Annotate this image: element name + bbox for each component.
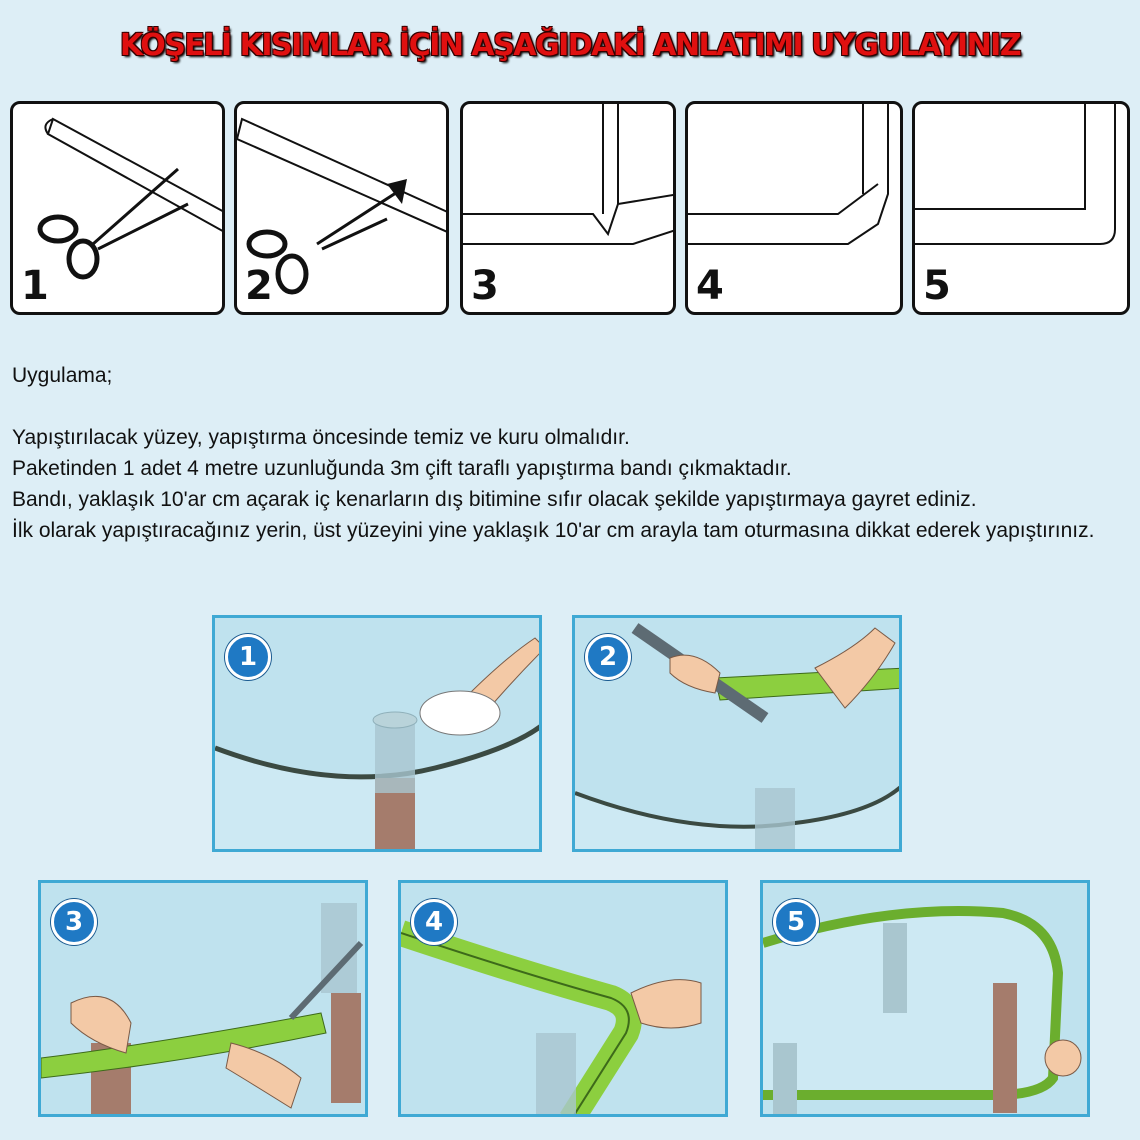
- step-number: 2: [245, 263, 273, 309]
- scene-1: [212, 615, 542, 852]
- cut-step-4: [685, 101, 903, 315]
- step-badge: 5: [773, 899, 819, 945]
- cut-step-2: [234, 101, 449, 315]
- step-badge: 3: [51, 899, 97, 945]
- instruction-line: İlk olarak yapıştıracağınız yerin, üst yüzeyini yine yaklaşık 10'ar cm arayla tam oturmasına dikkat ederek yapıştırınız.: [12, 519, 1095, 542]
- cut-step-1: [10, 101, 225, 315]
- step-number: 4: [696, 263, 724, 309]
- scene-4: [398, 880, 728, 1117]
- step-number: 3: [471, 263, 499, 309]
- step-number: 5: [923, 263, 951, 309]
- step-badge: 2: [585, 634, 631, 680]
- cut-step-5: [912, 101, 1130, 315]
- step-badge: 4: [411, 899, 457, 945]
- page-title: KÖŞELİ KISIMLAR İÇİN AŞAĞIDAKİ ANLATIMI UYGULAYINIZ: [119, 28, 1021, 63]
- step-badge: 1: [225, 634, 271, 680]
- instructions-heading: Uygulama;: [12, 364, 113, 387]
- scene-3: [38, 880, 368, 1117]
- instruction-line: Yapıştırılacak yüzey, yapıştırma öncesinde temiz ve kuru olmalıdır.: [12, 426, 630, 449]
- instruction-line: Paketinden 1 adet 4 metre uzunluğunda 3m çift taraflı yapıştırma bandı çıkmaktadır.: [12, 457, 792, 480]
- step-number: 1: [21, 263, 49, 309]
- instruction-line: Bandı, yaklaşık 10'ar cm açarak iç kenarların dış bitimine sıfır olacak şekilde yapıştırmaya gayret ediniz.: [12, 488, 977, 511]
- instructions: [12, 360, 1127, 546]
- scene-5: [760, 880, 1090, 1117]
- cut-step-3: [460, 101, 676, 315]
- scene-2: [572, 615, 902, 852]
